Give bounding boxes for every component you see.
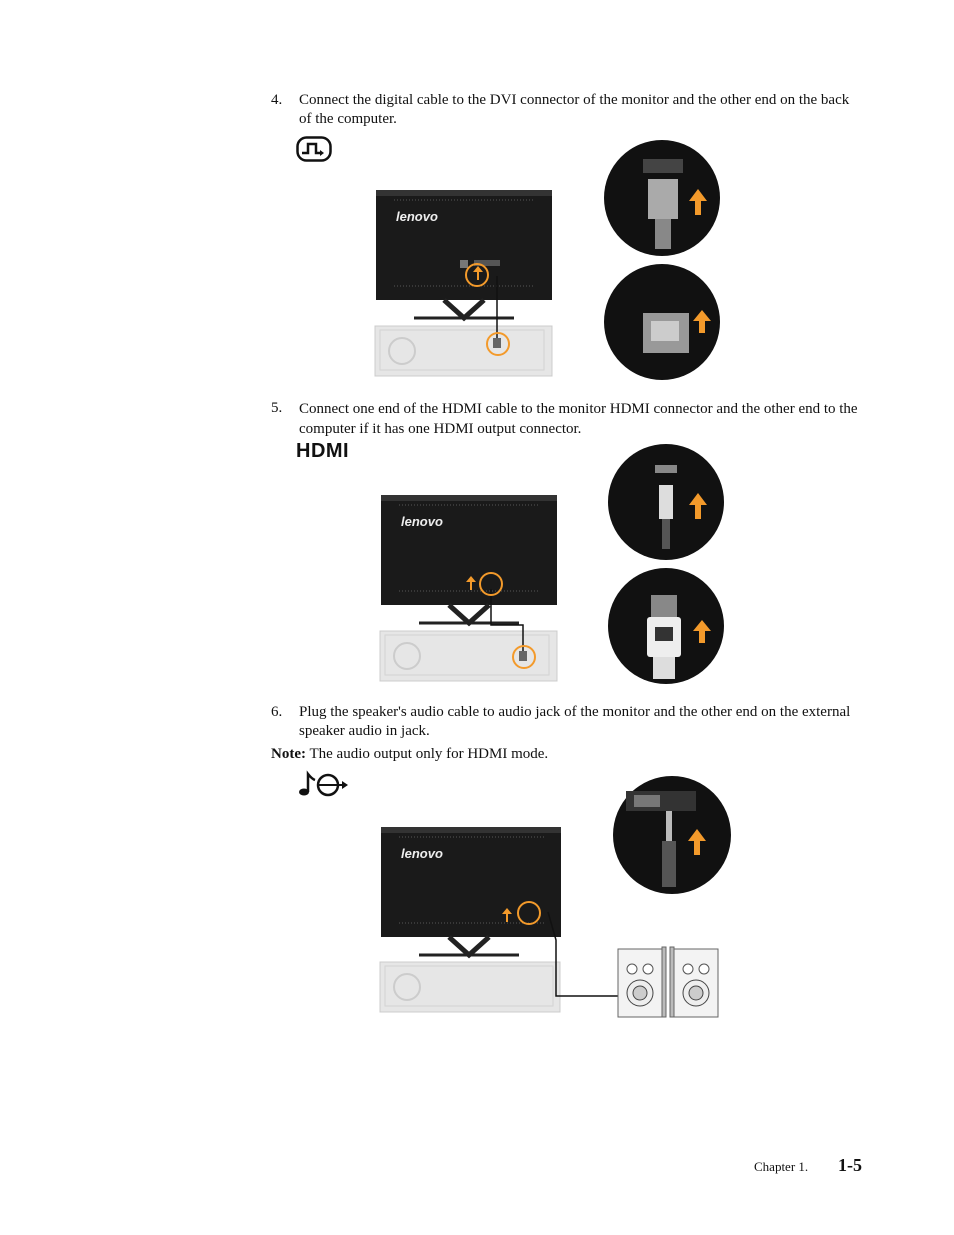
hdmi-label: HDMI <box>296 440 350 462</box>
step-text: Connect the digital cable to the DVI connector of the monitor and the other end on the back of the computer. <box>299 92 850 127</box>
step-text: Plug the speaker's audio cable to audio jack of the monitor and the other end on the external speaker audio in jack. <box>299 704 851 739</box>
right-speaker <box>670 947 718 1017</box>
step-number: 5. <box>271 400 283 416</box>
note <box>271 746 548 763</box>
monitor-back-illustration <box>379 493 559 683</box>
footer-chapter: Chapter 1. <box>754 1159 809 1174</box>
hdmi-detail-bottom <box>607 567 725 685</box>
dvi-port-icon <box>296 136 332 162</box>
brand-logo: lenovo <box>401 514 443 529</box>
audio-out-icon <box>298 771 352 797</box>
dvi-detail-top <box>603 139 721 257</box>
brand-logo: lenovo <box>396 209 438 224</box>
monitor-back-illustration <box>374 188 554 378</box>
hdmi-detail-top <box>607 443 725 561</box>
audio-detail <box>612 775 732 895</box>
brand-logo: lenovo <box>401 846 443 861</box>
speakers-illustration <box>616 945 722 1020</box>
note-label: Note: <box>271 746 306 762</box>
step-number: 4. <box>271 92 283 108</box>
step-number: 6. <box>271 704 283 720</box>
left-speaker <box>618 947 666 1017</box>
dvi-detail-bottom <box>603 263 721 381</box>
note-text: The audio output only for HDMI mode. <box>305 746 549 762</box>
step-text: Connect one end of the HDMI cable to the monitor HDMI connector and the other end to the computer if it has one HDMI output connector. <box>299 401 858 437</box>
footer-page-number: 1-5 <box>838 1155 862 1175</box>
